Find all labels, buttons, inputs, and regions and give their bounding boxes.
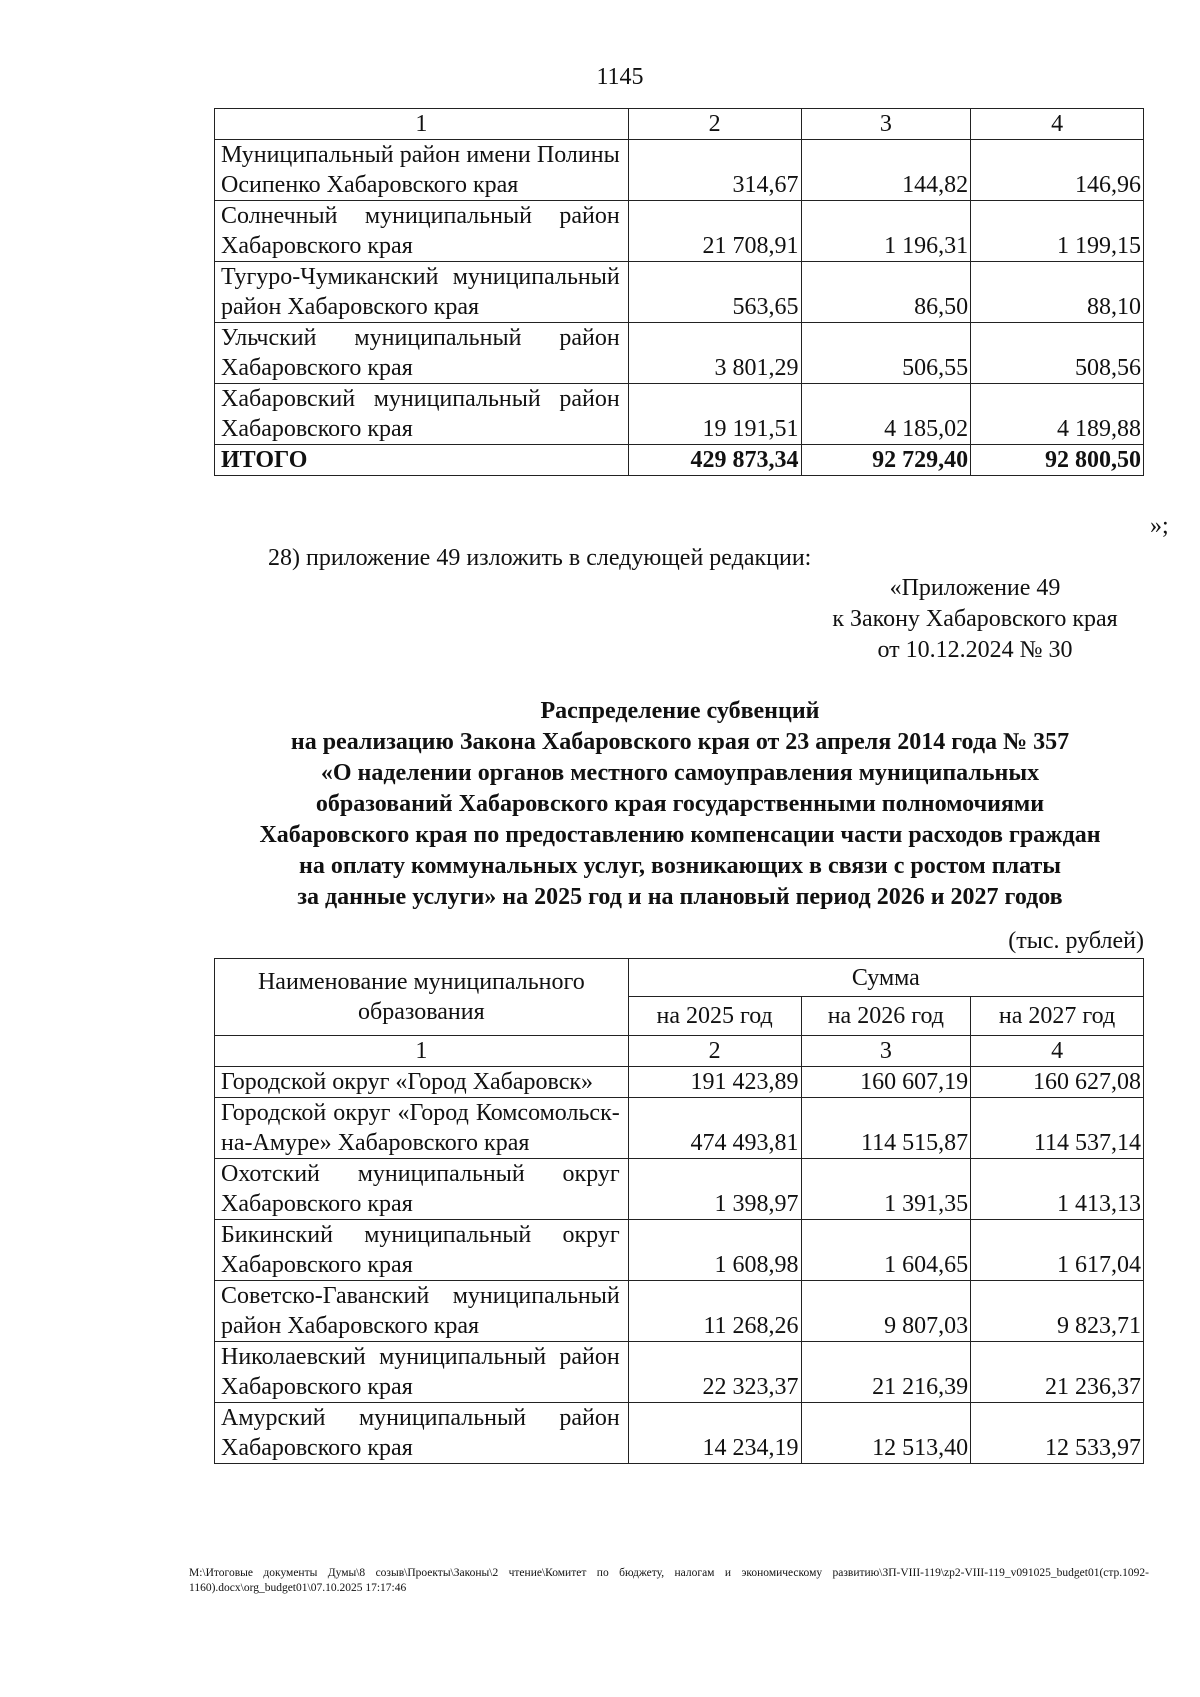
value-2026: 1 604,65 [801, 1220, 971, 1281]
col-num-1: 1 [215, 109, 629, 140]
row-name: Солнечный муниципальный район Хабаровского края [215, 201, 629, 262]
value-2026: 21 216,39 [801, 1342, 971, 1403]
col-num-3: 3 [801, 1036, 971, 1067]
value-2025: 3 801,29 [628, 323, 801, 384]
total-2025: 429 873,34 [628, 445, 801, 476]
table-row [215, 323, 1144, 384]
row-name: Ульчский муниципальный район Хабаровского края [215, 323, 629, 384]
value-2025: 314,67 [628, 140, 801, 201]
row-name: Советско-Гаванский муниципальный район Хабаровского края [215, 1281, 629, 1342]
value-2027: 508,56 [971, 323, 1144, 384]
value-2026: 1 391,35 [801, 1159, 971, 1220]
header-name: Наименование муниципального образования [215, 959, 629, 1036]
title-line: на реализацию Закона Хабаровского края от 23 апреля 2014 года № 357 [290, 729, 1070, 755]
value-2025: 21 708,91 [628, 201, 801, 262]
table-row [215, 1281, 1144, 1342]
row-name: Городской округ «Город Хабаровск» [215, 1067, 629, 1098]
value-2025: 1 608,98 [628, 1220, 801, 1281]
row-name: Муниципальный район имени Полины Осипенко Хабаровского края [215, 140, 629, 201]
title-line: за данные услуги» на 2025 год и на плановый период 2026 и 2027 годов [297, 884, 1063, 910]
document-title [160, 696, 1200, 913]
title-line: «О наделении органов местного самоуправления муниципальных [320, 760, 1040, 786]
value-2025: 11 268,26 [628, 1281, 801, 1342]
value-2025: 14 234,19 [628, 1403, 801, 1464]
appendix-heading [790, 573, 1160, 666]
row-name: Городской округ «Город Комсомольск-на-Амуре» Хабаровского края [215, 1098, 629, 1159]
col-num-3: 3 [801, 109, 971, 140]
col-num-2: 2 [628, 109, 801, 140]
units-label: (тыс. рублей) [1008, 928, 1144, 954]
row-name: Бикинский муниципальный округ Хабаровского края [215, 1220, 629, 1281]
value-2027: 88,10 [971, 262, 1144, 323]
table-row [215, 201, 1144, 262]
total-label: ИТОГО [215, 445, 629, 476]
instruction-text: 28) приложение 49 изложить в следующей редакции: [268, 545, 812, 571]
value-2026: 86,50 [801, 262, 971, 323]
header-2025: на 2025 год [628, 997, 801, 1036]
table-row [215, 140, 1144, 201]
appendix-line: «Приложение 49 [889, 575, 1061, 601]
row-name: Хабаровский муниципальный район Хабаровского края [215, 384, 629, 445]
value-2026: 160 607,19 [801, 1067, 971, 1098]
value-2027: 12 533,97 [971, 1403, 1144, 1464]
value-2027: 1 617,04 [971, 1220, 1144, 1281]
header-sum: Сумма [628, 959, 1143, 997]
value-2025: 19 191,51 [628, 384, 801, 445]
table-row [215, 1220, 1144, 1281]
value-2026: 506,55 [801, 323, 971, 384]
table-row [215, 1067, 1144, 1098]
value-2027: 114 537,14 [971, 1098, 1144, 1159]
col-num-1: 1 [215, 1036, 629, 1067]
value-2025: 474 493,81 [628, 1098, 801, 1159]
header-2027: на 2027 год [971, 997, 1144, 1036]
header-row-1 [215, 959, 1144, 997]
value-2027: 160 627,08 [971, 1067, 1144, 1098]
col-num-4: 4 [971, 1036, 1144, 1067]
title-line: Хабаровского края по предоставлению компенсации части расходов граждан [259, 822, 1101, 848]
table-top [214, 108, 1144, 476]
table-row [215, 384, 1144, 445]
column-number-row [215, 1036, 1144, 1067]
footer-file-path: М:\Итоговые документы Думы\8 созыв\Проекты\Законы\2 чтение\Комитет по бюджету, налогам и экономическому развитию\ЗП-VIII-119\zp2-VIII-119_v091025_budget01(стр.1092-1160).docx\org_budget01\07.10.2025 17:17:46 [189, 1567, 1149, 1594]
col-num-2: 2 [628, 1036, 801, 1067]
value-2026: 4 185,02 [801, 384, 971, 445]
value-2026: 114 515,87 [801, 1098, 971, 1159]
value-2027: 21 236,37 [971, 1342, 1144, 1403]
title-line: Распределение субвенций [540, 698, 820, 724]
value-2025: 22 323,37 [628, 1342, 801, 1403]
value-2026: 1 196,31 [801, 201, 971, 262]
value-2025: 1 398,97 [628, 1159, 801, 1220]
col-num-4: 4 [971, 109, 1144, 140]
value-2027: 1 413,13 [971, 1159, 1144, 1220]
table-main [214, 958, 1144, 1464]
total-row [215, 445, 1144, 476]
value-2027: 146,96 [971, 140, 1144, 201]
appendix-line: от 10.12.2024 № 30 [877, 637, 1073, 663]
table-row [215, 1159, 1144, 1220]
closing-mark: »; [1150, 513, 1169, 539]
row-name: Николаевский муниципальный район Хабаровского края [215, 1342, 629, 1403]
table-row [215, 262, 1144, 323]
row-name: Тугуро-Чумиканский муниципальный район Хабаровского края [215, 262, 629, 323]
value-2027: 1 199,15 [971, 201, 1144, 262]
value-2025: 191 423,89 [628, 1067, 801, 1098]
value-2027: 9 823,71 [971, 1281, 1144, 1342]
value-2026: 144,82 [801, 140, 971, 201]
page-number: 1145 [596, 64, 644, 90]
table-row [215, 1342, 1144, 1403]
row-name: Амурский муниципальный район Хабаровского края [215, 1403, 629, 1464]
appendix-line: к Закону Хабаровского края [832, 606, 1118, 632]
title-line: образований Хабаровского края государственными полномочиями [315, 791, 1045, 817]
value-2027: 4 189,88 [971, 384, 1144, 445]
title-line: на оплату коммунальных услуг, возникающих в связи с ростом платы [299, 853, 1061, 879]
total-2027: 92 800,50 [971, 445, 1144, 476]
table-row [215, 1403, 1144, 1464]
total-2026: 92 729,40 [801, 445, 971, 476]
value-2026: 9 807,03 [801, 1281, 971, 1342]
value-2025: 563,65 [628, 262, 801, 323]
table-row [215, 1098, 1144, 1159]
value-2026: 12 513,40 [801, 1403, 971, 1464]
row-name: Охотский муниципальный округ Хабаровского края [215, 1159, 629, 1220]
header-2026: на 2026 год [801, 997, 971, 1036]
column-number-row [215, 109, 1144, 140]
